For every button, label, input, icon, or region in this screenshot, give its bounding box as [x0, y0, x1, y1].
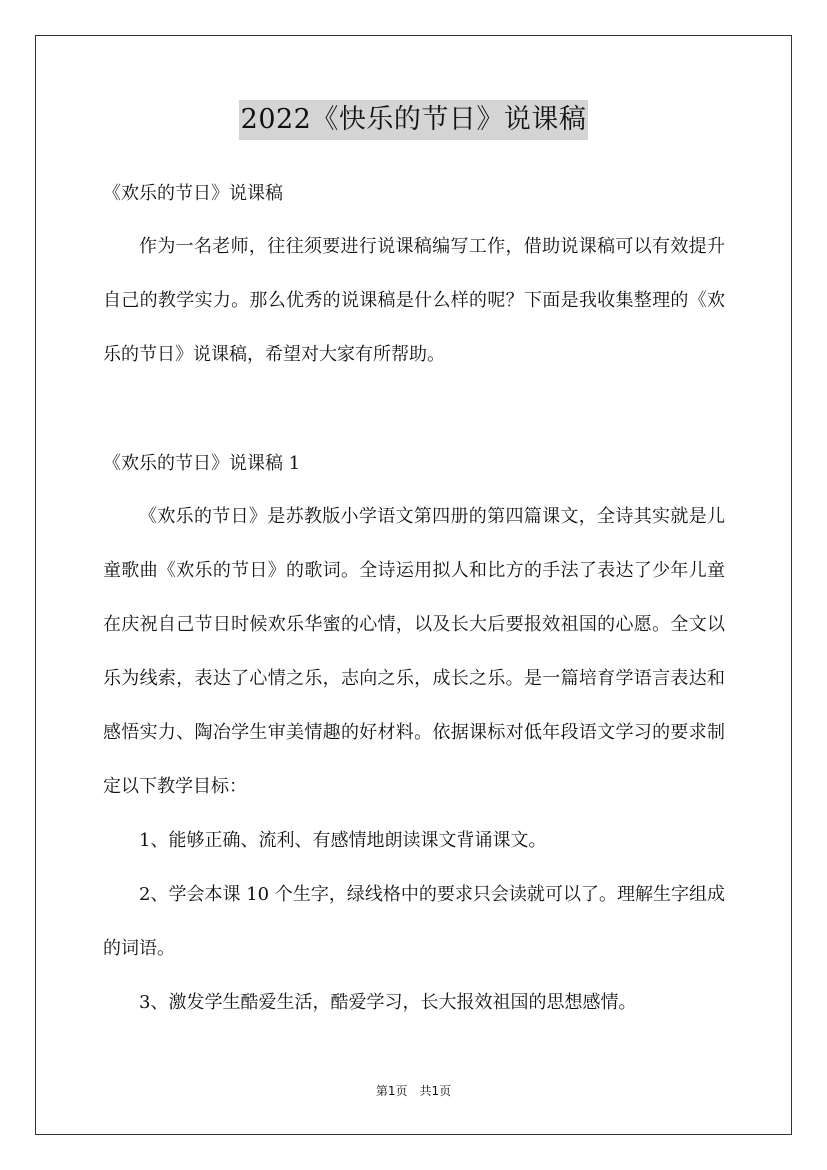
page-footer [0, 1083, 827, 1099]
section-heading: 《欢乐的节日》说课稿 1 [103, 453, 301, 474]
goal-item-1: 1、能够正确、流利、有感情地朗读课文背诵课文。 [139, 830, 547, 851]
goal-item-2: 2、学会本课 10 个生字，绿线格中的要求只会读就可以了。理解生字组成的词语。 [103, 884, 725, 959]
page-total: 共1页 [419, 1084, 452, 1098]
page-number: 第1页 [375, 1084, 408, 1098]
section-paragraph: 《欢乐的节日》是苏教版小学语文第四册的第四篇课文，全诗其实就是儿童歌曲《欢乐的节日》的歌词。全诗运用拟人和比方的手法了表达了少年儿童在庆祝自己节日时候欢乐华蜜的心情，以及长大后要报效祖国的心愿。全文以乐为线索，表达了心情之乐，志向之乐，成长之乐。是一篇培育学语言表达和感悟实力、陶冶学生审美情趣的好材料。依据课标对低年段语文学习的要求制定以下教学目标： [103, 506, 725, 797]
goal-item-3: 3、激发学生酷爱生活，酷爱学习，长大报效祖国的思想感情。 [139, 992, 637, 1013]
title-container [0, 100, 827, 140]
intro-paragraph: 作为一名老师，往往须要进行说课稿编写工作，借助说课稿可以有效提升自己的教学实力。那么优秀的说课稿是什么样的呢？下面是我收集整理的《欢乐的节日》说课稿，希望对大家有所帮助。 [103, 236, 725, 365]
intro-heading: 《欢乐的节日》说课稿 [103, 183, 283, 204]
document-title: 2022《快乐的节日》说课稿 [239, 100, 589, 140]
